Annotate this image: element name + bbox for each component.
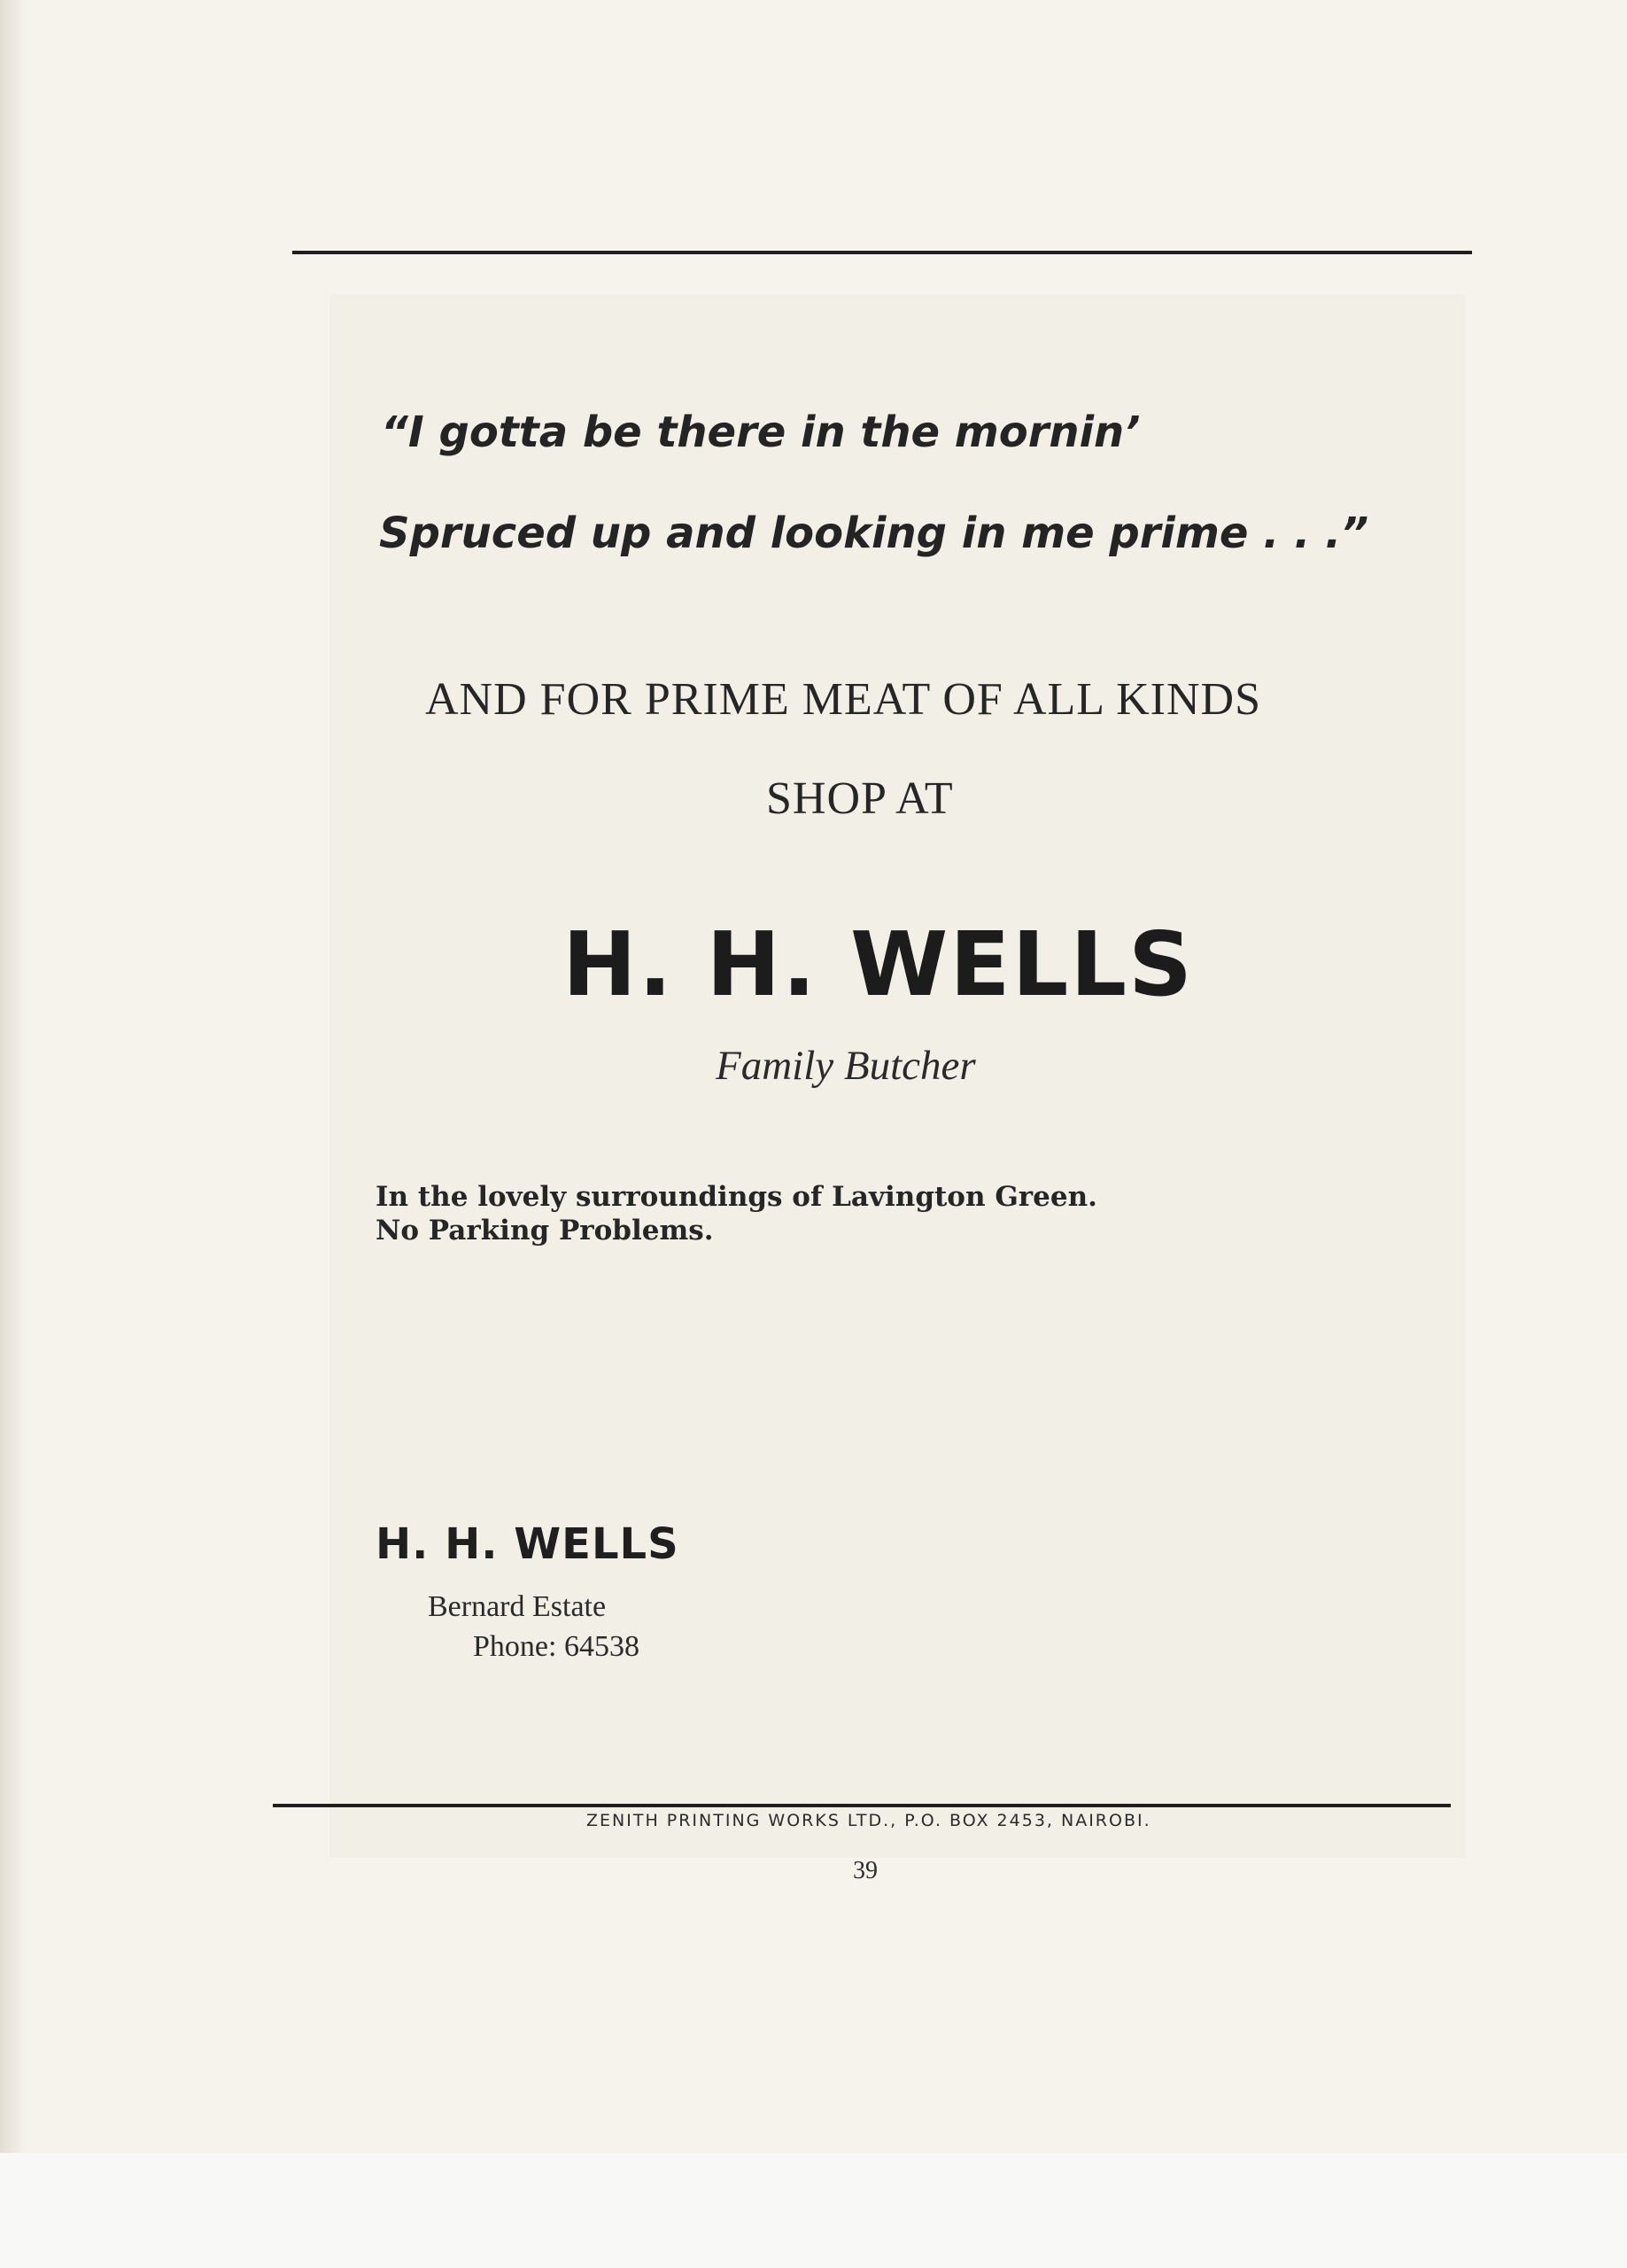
scan-edge (0, 0, 27, 2153)
page-number: 39 (853, 1857, 878, 1884)
quote-line-2: Spruced up and looking in me prime . . .” (379, 509, 1369, 558)
top-rule (292, 251, 1472, 254)
body-line-2: No Parking Problems. (376, 1215, 714, 1247)
tagline: AND FOR PRIME MEAT OF ALL KINDS (425, 674, 1261, 725)
quote-line-1: “I gotta be there in the mornin’ (381, 408, 1141, 457)
printer-credit: ZENITH PRINTING WORKS LTD., P.O. BOX 2453, NAIROBI. (586, 1811, 1151, 1830)
shop-at: SHOP AT (766, 773, 954, 824)
brand-subtitle: Family Butcher (716, 1043, 976, 1089)
brand-name: H. H. WELLS (562, 913, 1195, 1016)
body-line-1: In the lovely surroundings of Lavington Green. (376, 1181, 1097, 1213)
contact-phone: Phone: 64538 (473, 1630, 639, 1663)
scan-background (0, 2153, 1627, 2268)
contact-address: Bernard Estate (428, 1590, 607, 1623)
contact-name: H. H. WELLS (376, 1519, 679, 1569)
bottom-rule (273, 1804, 1451, 1807)
